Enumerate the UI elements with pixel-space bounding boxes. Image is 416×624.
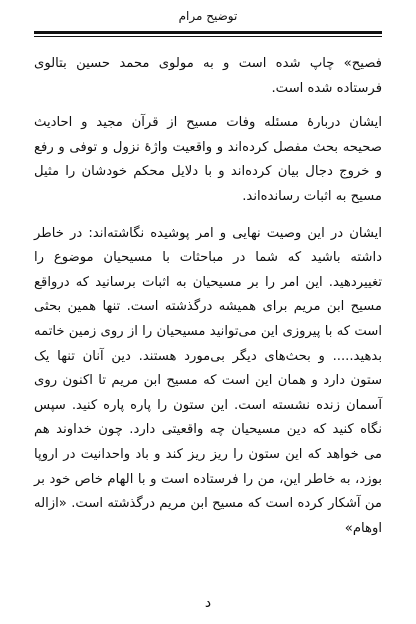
running-header-title: توضیح مرام (178, 9, 238, 23)
paragraph-1: فصیح» چاپ شده است و به مولوی محمد حسین بتالوی فرستاده شده است. (34, 56, 382, 96)
header-rule-thick (34, 31, 382, 34)
header-rule-thin (34, 36, 382, 37)
paragraph-3: ایشان در این وصیت نهایی و امر پوشیده نگاشته‌اند: در خاطر داشته باشید که شما در مباحثات با مسیحیان موضوع را تغییردهید. این امر را بر مسیحیان به اثبات برسانید که درواقع مسیح ابن مریم برای همیشه درگذشته است. تنها همین بحثی است که با پیروزی این می‌توانید مسیحیان را از روی زمین خاتمه بدهید..... و بحث‌های دیگر بی‌مورد هستند. دین آنان تنها یک ستون دارد و همان این است که مسیح ابن مریم تا اکنون روی آسمان زنده نشسته است. این ستون را پاره پاره کنید. سپس نگاه کنید که دین مسیحیان چه واقعیتی دارد. چون خداوند هم می خواهد که این ستون را ریز ریز کند و باد واحدانیت در اروپا بوزد، به خاطر این، من را فرستاده است و با الهام خاص خود بر من آشکار کرده است که مسیح ابن مریم درگذشته است. «ازاله اوهام» (34, 225, 382, 536)
page-number: د (204, 595, 212, 611)
paragraph-2: ایشان دربارهٔ مسئله وفات مسیح از قرآن مجید و احادیث صحیحه بحث مفصل کرده‌اند و واقعیت واژهٔ نزول و توفی و رفع و خروج دجال بیان کرده‌اند و با دلایل محکم خودشان را مثیل مسیح به اثبات رسانده‌اند. (34, 115, 382, 204)
document-page (34, 0, 382, 624)
body-text (34, 52, 382, 551)
